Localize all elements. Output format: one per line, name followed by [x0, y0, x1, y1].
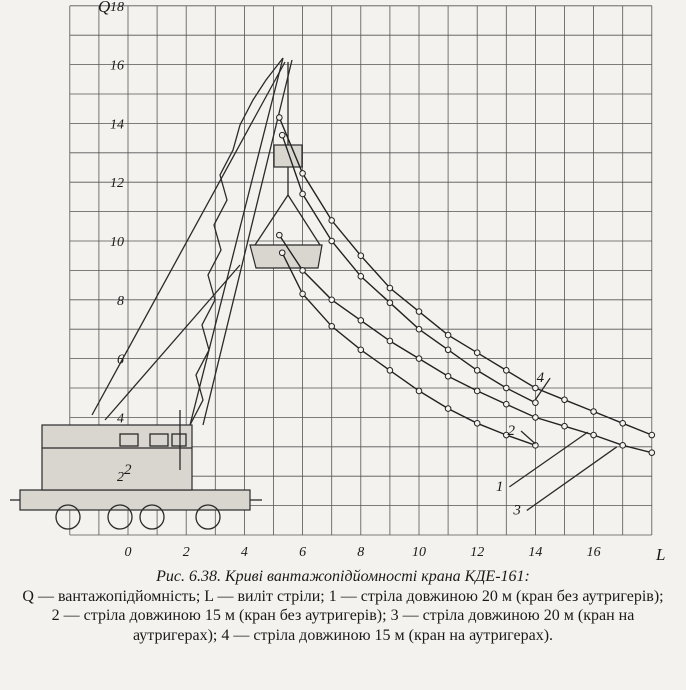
y-tick-label: 16 [110, 58, 124, 74]
curve-point-3 [649, 432, 655, 438]
curve-label-3: 3 [513, 502, 521, 519]
y-tick-label: 2 [117, 470, 124, 486]
curve-line-2 [282, 253, 535, 445]
x-tick-label: 4 [240, 545, 248, 560]
curve-point-2 [279, 250, 285, 256]
curve-point-2 [387, 368, 393, 374]
curve-point-4 [504, 385, 510, 391]
curve-point-4 [279, 132, 285, 138]
curve-point-4 [445, 347, 451, 353]
y-tick-label: 4 [117, 411, 124, 427]
curve-point-4 [300, 191, 306, 197]
capacity-points [277, 115, 655, 456]
curve-point-1 [533, 415, 539, 421]
curve-point-3 [474, 350, 480, 356]
x-tick-label: 16 [586, 545, 601, 560]
curve-label-4: 4 [536, 370, 545, 387]
curve-point-3 [300, 171, 306, 177]
curve-point-4 [329, 238, 335, 244]
y-tick-label: 8 [117, 293, 124, 309]
x-tick-label: 0 [124, 545, 132, 560]
curve-point-4 [387, 300, 393, 306]
x-tick-label: 12 [470, 545, 485, 560]
curve-point-3 [562, 397, 568, 403]
crane-drawing [10, 58, 322, 529]
curve-point-3 [445, 332, 451, 338]
curve-point-1 [562, 423, 568, 429]
curve-point-1 [474, 388, 480, 394]
y-axis-label: Q [98, 0, 111, 16]
curve-point-1 [416, 356, 422, 362]
curve-point-1 [504, 401, 510, 407]
curve-label-1: 1 [495, 478, 504, 495]
x-tick-label: 10 [412, 545, 426, 560]
figure-description: Q — вантажопідйомність; L — виліт стріли; 1 — стріла довжиною 20 м (кран без аутригерів); 2 — стріла довжиною 15 м (кран без аутригерів); 3 — стріла довжиною 20 м (кран на аутригерах); 4 — стріла довжиною 15 м (кран на аутригерах). [22, 587, 664, 644]
curve-point-2 [416, 388, 422, 394]
curve-point-3 [504, 368, 510, 374]
x-tick-label: 14 [528, 545, 543, 560]
y-tick-label: 10 [110, 235, 124, 250]
curve-point-2 [300, 291, 306, 297]
curve-point-1 [620, 443, 626, 449]
figure-caption [20, 567, 666, 645]
y-tick-label: 18 [110, 0, 124, 15]
curve-point-2 [358, 347, 364, 353]
y-tick-label: 12 [110, 176, 124, 192]
crane-boom [190, 58, 283, 425]
crane-pendant [105, 265, 240, 420]
curve-point-2 [474, 420, 480, 426]
curve-leader-3 [527, 447, 617, 511]
y-tick-label: 14 [110, 117, 124, 133]
x-tick-label: 8 [357, 545, 365, 560]
y-tick-label: 6 [117, 352, 124, 368]
x-tick-label: 6 [299, 545, 307, 560]
crane-grab-bucket [250, 245, 322, 268]
curve-point-3 [387, 285, 393, 291]
x-axis-label: L [656, 545, 666, 564]
crane-grab-arm [255, 195, 288, 245]
curve-point-1 [591, 432, 597, 438]
curve-point-4 [474, 368, 480, 374]
curve-point-3 [416, 309, 422, 315]
curve-point-1 [387, 338, 393, 344]
curve-line-3 [279, 118, 652, 436]
curve-line-4 [282, 135, 535, 403]
curve-label-2: 2 [507, 423, 516, 440]
curve-point-4 [533, 400, 539, 406]
curve-point-2 [445, 406, 451, 412]
curve-point-2 [329, 323, 335, 329]
curve-point-1 [445, 373, 451, 379]
curve-point-3 [329, 218, 335, 224]
curve-point-1 [649, 450, 655, 456]
curve-point-4 [358, 273, 364, 279]
curve-point-1 [358, 318, 364, 324]
cab-number-label: 2 [124, 462, 132, 478]
curve-point-1 [300, 268, 306, 274]
figure-title: Рис. 6.38. Криві вантажопідйомності крана КДЕ-161: [156, 568, 530, 585]
crane-grab-arm [288, 195, 320, 245]
curve-point-3 [591, 409, 597, 415]
curve-point-3 [620, 420, 626, 426]
curve-line-1 [279, 235, 652, 453]
capacity-curves [279, 118, 652, 453]
curve-point-3 [277, 115, 283, 121]
curve-point-3 [358, 253, 364, 259]
x-tick-label: 2 [182, 545, 190, 560]
curve-leader-2 [521, 431, 535, 444]
curve-point-1 [277, 232, 283, 238]
curve-point-1 [329, 297, 335, 303]
curve-point-4 [416, 326, 422, 332]
